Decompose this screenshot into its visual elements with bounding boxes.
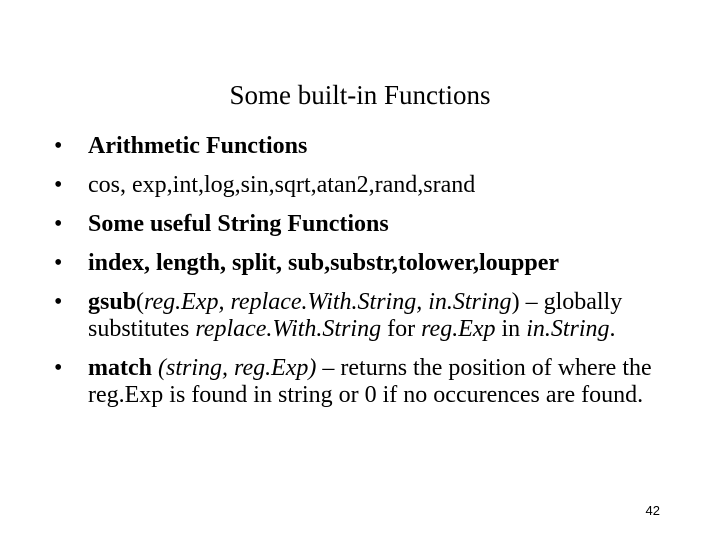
string-heading: Some useful String Functions — [88, 211, 389, 237]
match-desc: – returns the position of where the reg.Exp is found in string or 0 if no occurences are found. — [88, 355, 652, 408]
gsub-args: reg.Exp, replace.With.String, in.String — [144, 289, 512, 315]
bullet-icon: • — [54, 172, 63, 198]
bullet-item-string-list — [54, 250, 674, 277]
gsub-close-paren: ) — [511, 289, 520, 315]
gsub-desc-3: in — [495, 316, 527, 342]
bullet-icon: • — [54, 355, 63, 381]
bullet-item-arithmetic-list — [54, 172, 674, 199]
gsub-name: gsub — [88, 289, 137, 315]
bullet-list — [54, 133, 674, 421]
arithmetic-heading: Arithmetic Functions — [88, 133, 308, 159]
page-number: 42 — [645, 503, 660, 518]
bullet-item-match — [54, 355, 674, 409]
bullet-icon: • — [54, 289, 63, 315]
gsub-open-paren: ( — [136, 289, 145, 315]
string-list: index, length, split, sub,substr,tolower,loupper — [88, 250, 559, 276]
arithmetic-list: cos, exp,int,log,sin,sqrt,atan2,rand,srand — [88, 172, 476, 198]
match-name: match — [88, 355, 152, 381]
bullet-item-gsub — [54, 289, 674, 343]
gsub-term-regexp: reg.Exp — [421, 316, 496, 342]
gsub-desc-2: for — [381, 316, 422, 342]
bullet-item-string-heading — [54, 211, 674, 238]
slide-title: Some built-in Functions — [229, 80, 491, 110]
gsub-term-instring: in.String — [526, 316, 610, 342]
bullet-icon: • — [54, 250, 63, 276]
bullet-icon: • — [54, 133, 63, 159]
bullet-icon: • — [54, 211, 63, 237]
bullet-item-arithmetic-heading — [54, 133, 674, 160]
match-args: (string, reg.Exp) — [151, 355, 317, 381]
gsub-desc-4: . — [609, 316, 616, 342]
gsub-term-replace: replace.With.String — [195, 316, 382, 342]
gsub-desc-1: – globally substitutes — [88, 289, 623, 342]
